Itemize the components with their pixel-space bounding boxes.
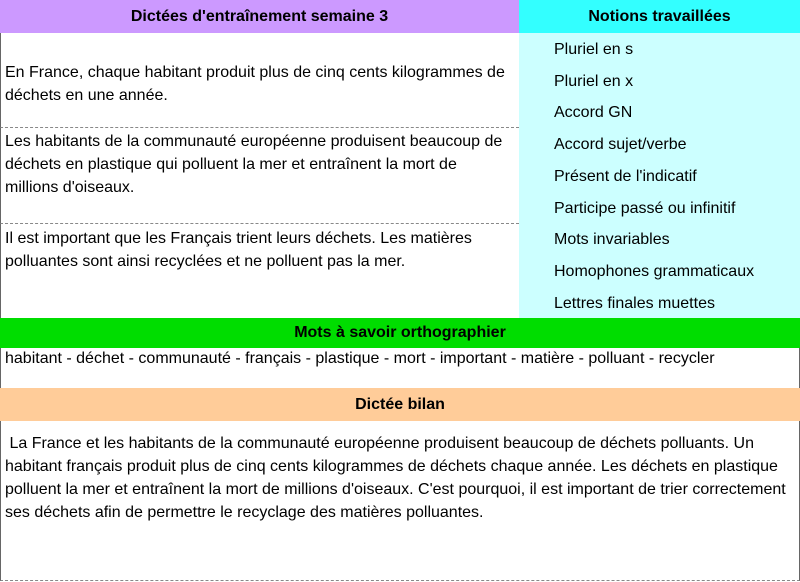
- notion-item-pluriel-s: Pluriel en s: [554, 41, 634, 58]
- notion-item-accord-gn: Accord GN: [554, 104, 633, 121]
- notion-item-participe-passe: Participe passé ou infinitif: [554, 200, 736, 217]
- notion-item-pluriel-x: Pluriel en x: [554, 73, 634, 90]
- notion-item-mots-invariables: Mots invariables: [554, 231, 670, 248]
- sentence-3: Il est important que les Français trient leurs déchets. Les matières polluantes sont ainsi recyclées et ne polluent pas la mer.: [5, 230, 472, 270]
- title-notions-travaillees: Notions travaillées: [519, 0, 800, 33]
- title-dictees-entrainement: Dictées d'entraînement semaine 3: [0, 0, 519, 33]
- title-dictee-bilan: Dictée bilan: [0, 388, 800, 421]
- words-list: habitant - déchet - communauté - français - plastique - mort - important - matière - polluant - recycler: [5, 350, 715, 367]
- sentence-1: En France, chaque habitant produit plus de cinq cents kilogrammes de déchets en une année.: [5, 64, 505, 104]
- title-mots-a-savoir: Mots à savoir orthographier: [0, 318, 800, 348]
- notion-item-present-indicatif: Présent de l'indicatif: [554, 168, 697, 185]
- bilan-text: La France et les habitants de la communauté européenne produisent beaucoup de déchets polluants. Un habitant français produit plus de cinq cents kilogrammes de déchets chaque année. Les déchets en plastique polluent la mer et entraînent la mort de millions d'oiseaux. C'est pourquoi, il est important de trier correctement ses déchets afin de permettre le recyclage des matières polluantes.: [5, 435, 791, 521]
- notion-item-accord-sujet-verbe: Accord sujet/verbe: [554, 136, 687, 153]
- notion-item-lettres-finales: Lettres finales muettes: [554, 295, 715, 312]
- sentence-2: Les habitants de la communauté européenne produisent beaucoup de déchets en plastique qui polluent la mer et entraînent la mort de millions d'oiseaux.: [5, 133, 503, 196]
- notion-item-homophones: Homophones grammaticaux: [554, 263, 755, 280]
